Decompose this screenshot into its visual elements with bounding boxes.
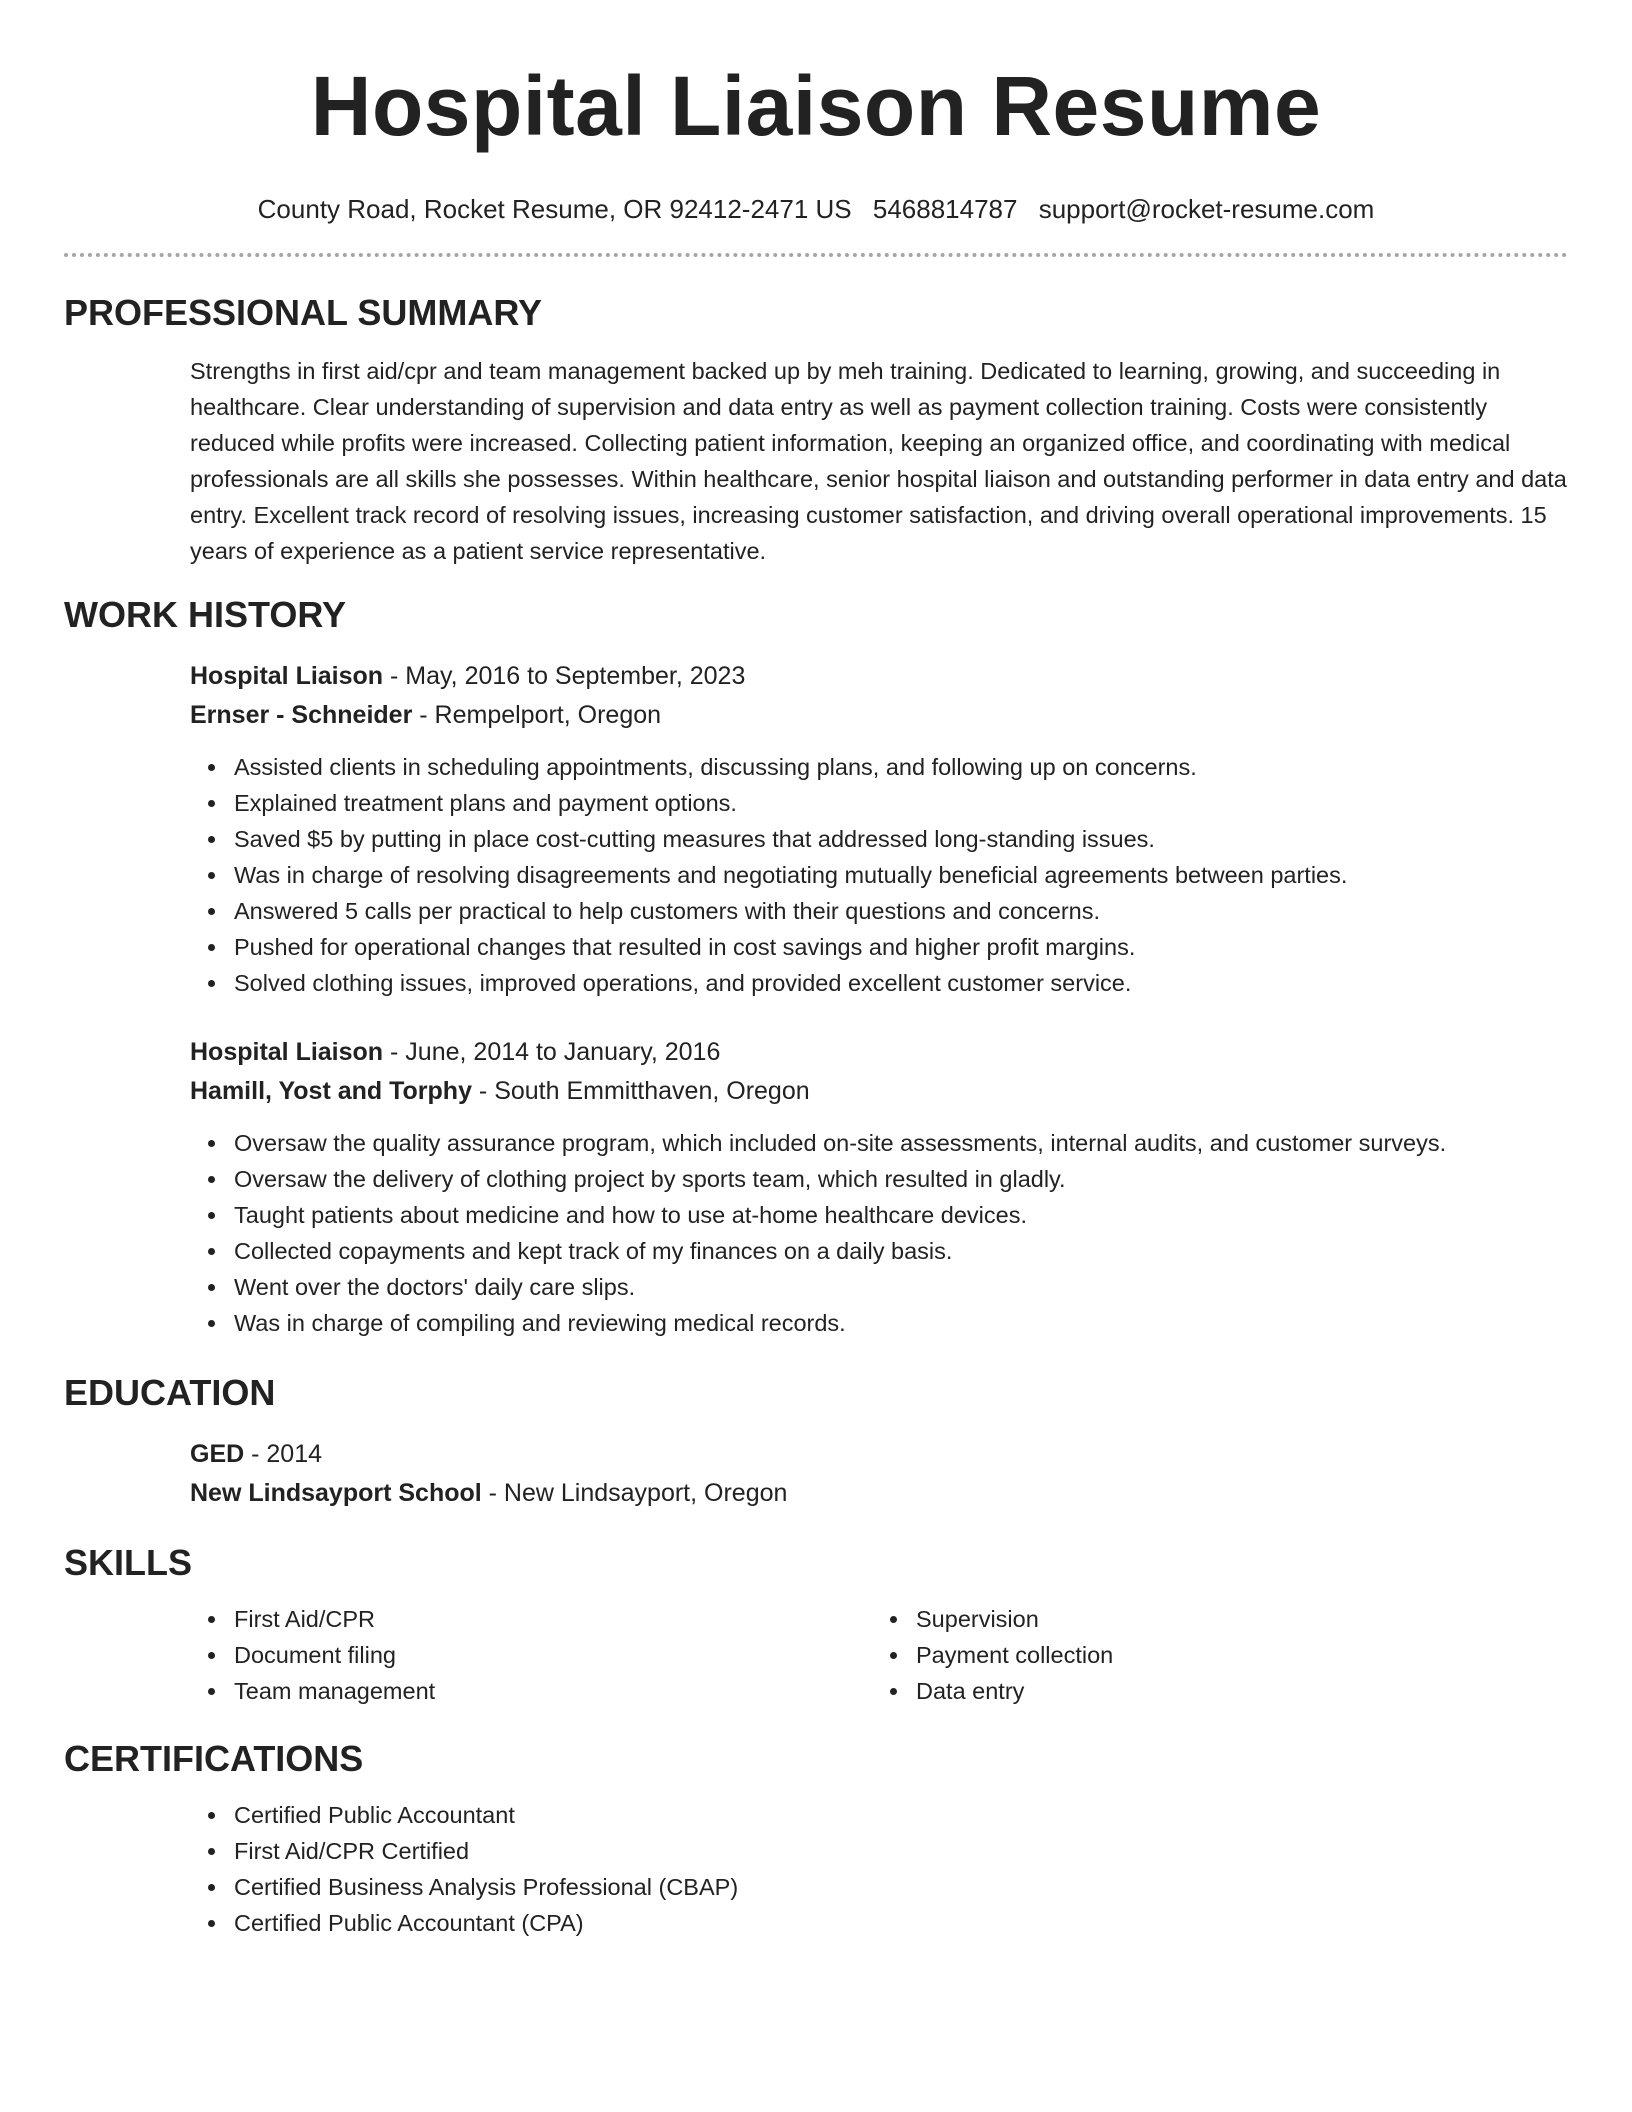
skills-column-right [872,1601,1554,1709]
job-duty: Taught patients about medicine and how to use at-home healthcare devices. [234,1197,1568,1233]
contact-info [64,192,1568,226]
certifications-list [190,1797,1568,1941]
job-duty: Answered 5 calls per practical to help customers with their questions and concerns. [234,893,1568,929]
job-company: Hamill, Yost and Torphy [190,1077,472,1105]
job-location: - Rempelport, Oregon [412,701,662,729]
summary-heading: PROFESSIONAL SUMMARY [64,292,543,333]
job-location: - South Emmitthaven, Oregon [471,1077,810,1105]
job-duty: Collected copayments and kept track of my finances on a daily basis. [234,1233,1568,1269]
education-degree: GED [190,1440,245,1468]
job-title: Hospital Liaison [190,662,384,690]
education-entry [64,1435,1568,1513]
certifications-section [64,1737,1568,1941]
job-duty: Went over the doctors' daily care slips. [234,1269,1568,1305]
education-school: New Lindsayport School [190,1479,482,1507]
skills-heading: SKILLS [64,1542,193,1583]
certifications-heading: CERTIFICATIONS [64,1738,364,1779]
education-heading: EDUCATION [64,1372,276,1413]
certification-item: Certified Public Accountant [234,1797,1568,1833]
job-duty: Saved $5 by putting in place cost-cutting measures that addressed long-standing issues. [234,821,1568,857]
work-history-heading: WORK HISTORY [64,594,347,635]
job-company-line [190,1072,1568,1111]
skills-list [872,1601,1554,1709]
education-degree-line [190,1435,1568,1474]
job-duty: Oversaw the quality assurance program, which included on-site assessments, internal audits, and customer surveys. [234,1125,1568,1161]
skill-item: Document filing [234,1637,872,1673]
skills-section [64,1541,1568,1709]
job-entry [64,1033,1568,1341]
resume-title: Hospital Liaison Resume [310,59,1322,153]
skill-item: Payment collection [916,1637,1554,1673]
job-title: Hospital Liaison [190,1038,384,1066]
certification-item: Certified Business Analysis Professional (CBAP) [234,1869,1568,1905]
job-duties-list [190,749,1568,1001]
work-history-section [64,593,1568,1341]
job-duty: Oversaw the delivery of clothing project by sports team, which resulted in gladly. [234,1161,1568,1197]
job-duty: Was in charge of compiling and reviewing medical records. [234,1305,1568,1341]
certification-item: Certified Public Accountant (CPA) [234,1905,1568,1941]
job-duty: Was in charge of resolving disagreements and negotiating mutually beneficial agreements between parties. [234,857,1568,893]
skill-item: Team management [234,1673,872,1709]
summary-section [64,291,1568,569]
education-section [64,1371,1568,1513]
education-location: - New Lindsayport, Oregon [481,1479,788,1507]
summary-text: Strengths in first aid/cpr and team management backed up by meh training. Dedicated to learning, growing, and succeeding in healthcare. Clear understanding of supervision and data entry as well as payment collection training. Costs were consistently reduced while profits were increased. Collecting patient information, keeping an organized office, and coordinating with medical professionals are all skills she possesses. Within healthcare, senior hospital liaison and outstanding performer in data entry and data entry. Excellent track record of resolving issues, increasing customer satisfaction, and driving overall operational improvements. 15 years of experience as a patient service representative. [190,358,1567,564]
job-duties-list [190,1125,1568,1341]
skill-item: Supervision [916,1601,1554,1637]
skills-list [190,1601,872,1709]
contact-email: support@rocket-resume.com [1038,194,1375,224]
skill-item: Data entry [916,1673,1554,1709]
job-duty: Solved clothing issues, improved operations, and provided excellent customer service. [234,965,1568,1001]
skills-column-left [190,1601,872,1709]
job-title-line [190,1033,1568,1072]
job-duty: Pushed for operational changes that resulted in cost savings and higher profit margins. [234,929,1568,965]
job-dates: - May, 2016 to September, 2023 [383,662,746,690]
contact-address: County Road, Rocket Resume, OR 92412-2471 US [257,194,852,224]
contact-phone: 5468814787 [872,194,1018,224]
job-duty: Explained treatment plans and payment options. [234,785,1568,821]
job-company: Ernser - Schneider [190,701,413,729]
skills-grid [64,1601,1568,1709]
certification-item: First Aid/CPR Certified [234,1833,1568,1869]
education-year: - 2014 [244,1440,323,1468]
job-duty: Assisted clients in scheduling appointments, discussing plans, and following up on concerns. [234,749,1568,785]
education-school-line [190,1474,1568,1513]
job-entry [64,657,1568,1001]
skill-item: First Aid/CPR [234,1601,872,1637]
job-title-line [190,657,1568,696]
header-divider [64,253,1568,257]
job-company-line [190,696,1568,735]
job-dates: - June, 2014 to January, 2016 [383,1038,721,1066]
